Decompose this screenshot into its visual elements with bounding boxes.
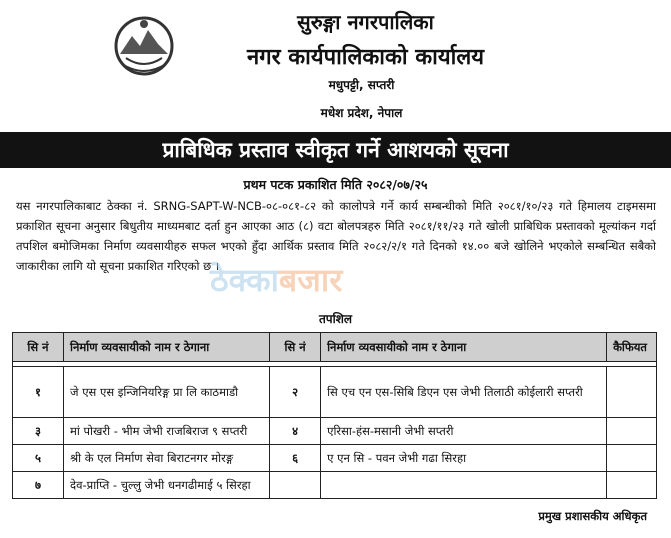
sn-cell: ७ xyxy=(13,472,64,499)
notice-body: यस नगरपालिकाबाट ठेक्का नं. SRNG-SAPT-W-NCB-०८-०८१-८२ को कालोपत्रे गर्ने कार्य सम्बन्धीको मिति २०८१/१०/२३ गते हिमालय टाइमसमा प्रकाशित सूचना अनुसार बिधुतीय माध्यमबाट दर्ता हुन आएका आठ (८) वटा बोलपत्रहरु मिति २०८१/११/२३ गते खोली प्राबिधिक प्रस्तावको मूल्यांकन गर्दा तपशिल बमोजिमका निर्माण व्यवसायीहरु सफल भएको हुँदा आर्थिक प्रस्ताव मिति २०८२/२/१ गते दिनको १४.०० बजे खोलिने भएकोले सम्बन्धित सबैको जाकारीका लागि यो सूचना प्रकाशित गरिएको छ । xyxy=(16,199,656,273)
municipality-name: सुरुङ्गा नगरपालिका xyxy=(297,10,434,34)
remarks-header: कैफियत xyxy=(607,333,657,362)
contractor-table xyxy=(12,332,657,499)
office-place: मधुपट्टी, सप्तरी xyxy=(328,78,395,92)
table-row xyxy=(13,367,657,418)
contractor-cell: मां पोखरी - भीम जेभी राजबिराज ९ सप्तरी xyxy=(64,418,270,445)
remarks-cell xyxy=(607,418,657,445)
table-header-row xyxy=(13,333,657,362)
sn-cell: ५ xyxy=(13,445,64,472)
notice-title: प्राबिधिक प्रस्ताव स्वीकृत गर्ने आशयको सूचना xyxy=(0,132,671,168)
remarks-cell xyxy=(607,472,657,499)
office-name: नगर कार्यपालिकाको कार्यालय xyxy=(247,45,484,70)
contractor-cell: जे एस एस इन्जिनियरिङ्ग प्रा लि काठमाडौ xyxy=(64,367,270,418)
sn-header: सि नं xyxy=(13,333,64,362)
remarks-cell xyxy=(607,445,657,472)
contractor-cell: श्री के एल निर्माण सेवा बिराटनगर मोरङ्ग xyxy=(64,445,270,472)
table-row xyxy=(13,445,657,472)
name-header: निर्माण व्यवसायीको नाम र ठेगाना xyxy=(321,333,607,362)
schedule-label: तपशिल xyxy=(318,312,353,326)
contractor-cell: ए एन सि - पवन जेभी गढा सिरहा xyxy=(321,445,607,472)
sn-cell: १ xyxy=(13,367,64,418)
watermark xyxy=(210,258,342,301)
contractor-cell: देव-प्राप्ति - चुल्लु जेभी धनगढीमाई ५ सिरहा xyxy=(64,472,270,499)
watermark-part-b: बजार xyxy=(278,261,343,299)
contractor-cell: सि एच एन एस-सिबि डिएन एस जेभी तिलाठी कोईलारी सप्तरी xyxy=(321,367,607,418)
sn-cell: २ xyxy=(270,367,321,418)
contractor-cell xyxy=(321,472,607,499)
table-row xyxy=(13,418,657,445)
name-header: निर्माण व्यवसायीको नाम र ठेगाना xyxy=(64,333,270,362)
sn-cell xyxy=(270,472,321,499)
contractor-cell: एरिसा-हंस-मसानी जेभी सप्तरी xyxy=(321,418,607,445)
sn-cell: ६ xyxy=(270,445,321,472)
sn-header: सि नं xyxy=(270,333,321,362)
remarks-cell xyxy=(607,367,657,418)
sn-cell: ४ xyxy=(270,418,321,445)
office-province: मधेश प्रदेश, नेपाल xyxy=(320,106,403,120)
signer-title: प्रमुख प्रशासकीय अधिकृत xyxy=(538,509,647,523)
publication-date: प्रथम पटक प्रकाशित मिति २०८२/०७/२५ xyxy=(243,177,428,192)
sn-cell: ३ xyxy=(13,418,64,445)
table-row xyxy=(13,472,657,499)
watermark-part-a: ठेक्का xyxy=(210,261,279,299)
